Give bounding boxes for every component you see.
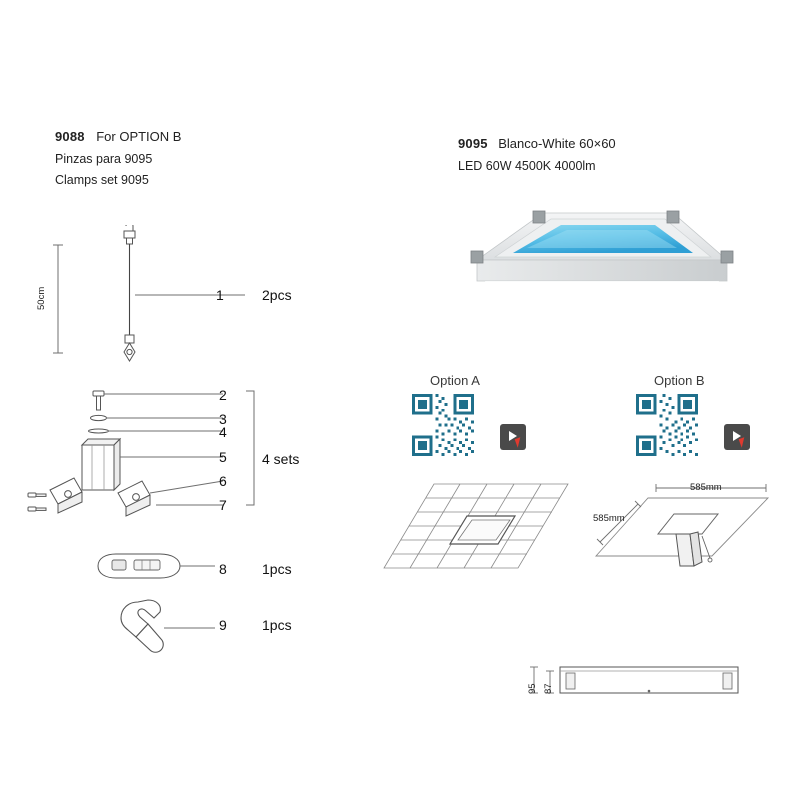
item-qty-9: 1pcs [262, 617, 292, 633]
left-panel-option-label: For OPTION B [96, 129, 182, 144]
right-panel-header [458, 135, 616, 175]
left-panel-line-en: Clamps set 9095 [55, 173, 149, 187]
driver-box-drawing [90, 548, 340, 594]
item-number-3: 3 [219, 411, 227, 427]
option-a-play-icon[interactable] [500, 424, 526, 450]
left-panel-line-es: Pinzas para 9095 [55, 152, 153, 166]
item-number-9: 9 [219, 617, 227, 633]
profile-section-drawing [520, 655, 750, 715]
panel-height-label: 585mm [593, 513, 625, 524]
right-panel-title: Blanco-White 60×60 [498, 136, 616, 151]
item-number-7: 7 [219, 497, 227, 513]
right-panel-code: 9095 [458, 136, 488, 151]
item-qty-1: 2pcs [262, 287, 292, 303]
option-b-ceiling-drawing [590, 480, 780, 590]
item-number-4: 4 [219, 424, 227, 440]
instruction-sheet: 9088 For OPTION B Pinzas para 9095 Clamps set 9095 50cm 1 2pcs 2 3 4 5 6 7 4 sets 8 1pcs 9 1pcs 9095 Blanco-White 60×60 LED 60W 4500K 4000lm Option A Option B 585mm 585mm 95 87 [0, 0, 800, 800]
sets-quantity-label: 4 sets [262, 451, 300, 467]
item-number-8: 8 [219, 561, 227, 577]
panel-width-label: 585mm [690, 482, 722, 493]
option-a-qr-code[interactable] [412, 394, 474, 456]
item-number-1: 1 [216, 287, 224, 303]
left-panel-code: 9088 [55, 129, 85, 144]
item-number-2: 2 [219, 387, 227, 403]
cable-assembly-drawing [40, 225, 340, 365]
item-number-6: 6 [219, 473, 227, 489]
product-render [415, 185, 745, 345]
option-b-qr-code[interactable] [636, 394, 698, 456]
option-b-title: Option B [654, 373, 705, 388]
left-panel-header [55, 128, 181, 189]
wrench-drawing [90, 592, 340, 662]
item-number-5: 5 [219, 449, 227, 465]
right-panel-spec: LED 60W 4500K 4000lm [458, 159, 596, 173]
option-a-title: Option A [430, 373, 480, 388]
item-qty-8: 1pcs [262, 561, 292, 577]
option-b-play-icon[interactable] [724, 424, 750, 450]
option-a-ceiling-grid-drawing [372, 480, 582, 590]
